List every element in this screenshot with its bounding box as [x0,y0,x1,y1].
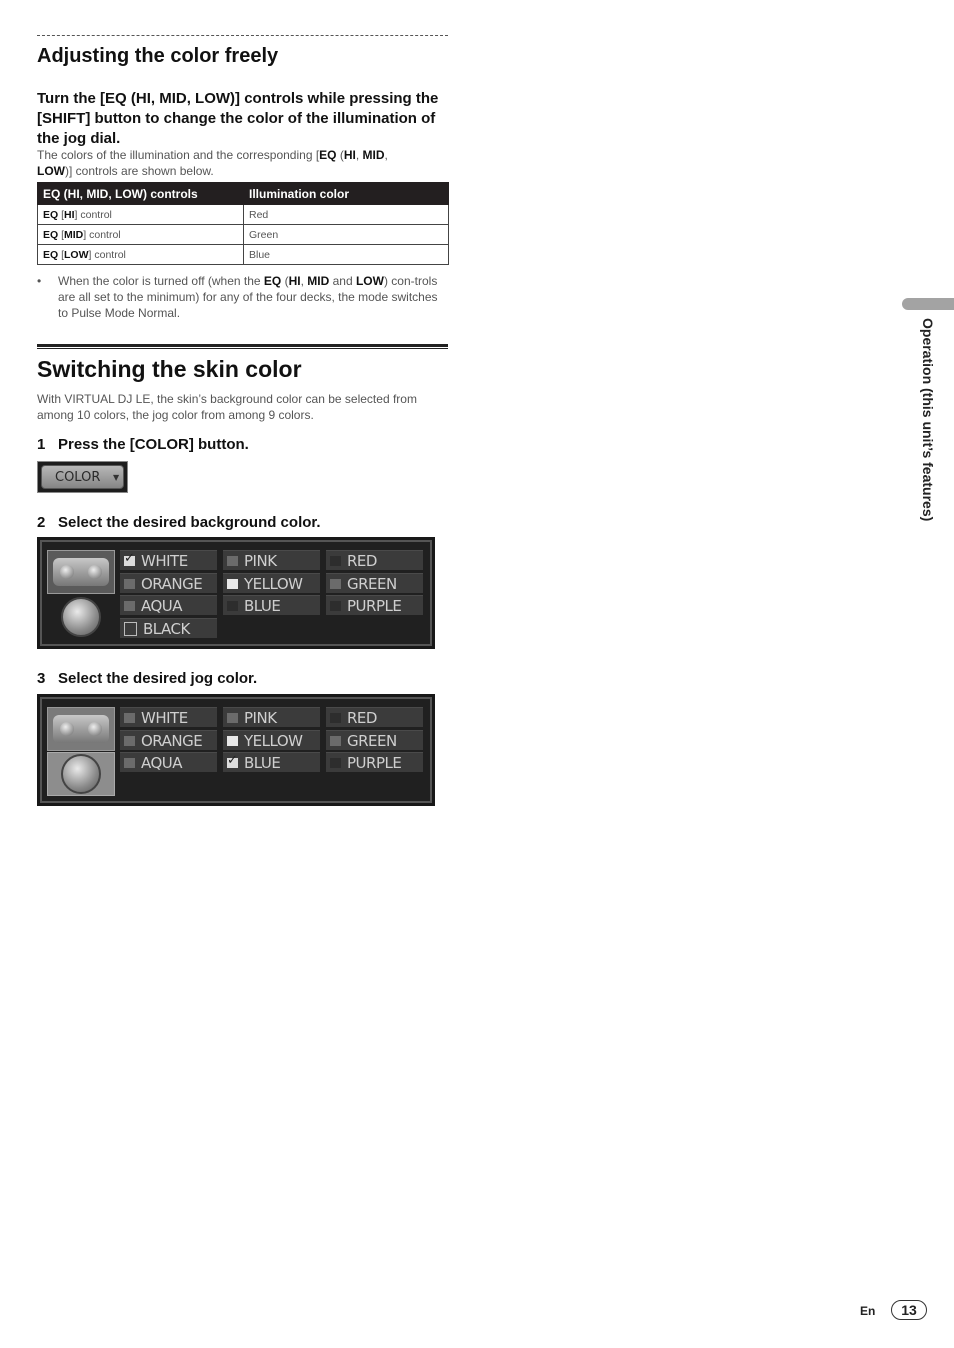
background-color-panel [37,537,435,649]
jog-option-green[interactable]: GREEN [326,730,423,750]
bg-option-purple[interactable]: PURPLE [326,595,423,615]
jog-color-panel [37,694,435,806]
checkbox-icon [124,579,135,589]
checkbox-icon [124,622,137,636]
checkbox-icon [227,601,238,611]
table-header-controls: EQ (HI, MID, LOW) controls [38,183,244,205]
bg-option-blue[interactable]: BLUE [223,595,320,615]
bg-option-aqua[interactable]: AQUA [120,595,217,615]
note-text: When the color is turned off (when the EQ (HI, MID and LOW) con-trols are all set to the minimum) for any of the four decks, the mode switches to Pulse Mode Normal. [58,274,438,320]
checkbox-checked-icon [124,556,135,566]
checkbox-icon [330,713,341,723]
intro-paragraph: The colors of the illumination and the corresponding [EQ (HI, MID, LOW)] controls are shown below. [37,148,388,178]
panel-frame [40,697,432,803]
bg-option-pink[interactable]: PINK [223,550,320,570]
color-button-label: COLOR [55,469,101,485]
skin-tab-icon[interactable] [47,707,115,751]
checkbox-icon [124,758,135,768]
instruction-lead: Turn the [EQ (HI, MID, LOW)] controls while pressing the [SHIFT] button to change the color of the illumination of the jog dial. [37,90,439,147]
table-row [38,225,449,245]
checkbox-icon [227,736,238,746]
section-heading-adjusting-color: Adjusting the color freely [37,45,279,67]
dashed-rule [37,35,448,36]
jog-option-yellow[interactable]: YELLOW [223,730,320,750]
checkbox-icon [124,736,135,746]
bg-option-red[interactable]: RED [326,550,423,570]
checkbox-icon [227,713,238,723]
page-number: 13 [891,1300,927,1320]
checkbox-icon [330,579,341,589]
checkbox-icon [330,601,341,611]
bullet-note [37,273,447,321]
bullet-mark: • [37,274,42,288]
chevron-down-icon: ▼ [113,472,120,482]
panel-frame [40,540,432,646]
table-cell-color: Blue [244,245,449,265]
eq-color-table [37,182,449,265]
checkbox-icon [330,556,341,566]
step-2: 2 Select the desired background color. [37,514,321,531]
table-cell-control: EQ [MID] control [38,225,244,245]
bg-option-green[interactable]: GREEN [326,573,423,593]
footer-language: En [860,1304,876,1318]
bg-option-orange[interactable]: ORANGE [120,573,217,593]
table-header-color: Illumination color [244,183,449,205]
jog-option-purple[interactable]: PURPLE [326,752,423,772]
step-1: 1 Press the [COLOR] button. [37,436,249,453]
bg-option-white[interactable]: ✓ WHITE [120,550,217,570]
table-cell-color: Red [244,205,449,225]
jog-tab-icon[interactable] [47,752,115,796]
table-cell-color: Green [244,225,449,245]
table-cell-control: EQ [HI] control [38,205,244,225]
checkbox-icon [227,556,238,566]
color-button-face [41,465,124,489]
color-button[interactable] [37,461,128,493]
section-heading-skin-color: Switching the skin color [37,356,302,382]
jog-option-pink[interactable]: PINK [223,707,320,727]
bg-option-yellow[interactable]: YELLOW [223,573,320,593]
table-row [38,205,449,225]
table-header-row [38,183,449,205]
checkbox-icon [124,601,135,611]
skin-intro-paragraph: With VIRTUAL DJ LE, the skin’s background color can be selected from among 10 colors, the jog color from among 9 colors. [37,392,417,422]
jog-option-red[interactable]: RED [326,707,423,727]
jog-option-white[interactable]: WHITE [120,707,217,727]
jog-option-orange[interactable]: ORANGE [120,730,217,750]
checkbox-icon [330,736,341,746]
checkbox-icon [227,579,238,589]
table-row [38,245,449,265]
table-cell-control: EQ [LOW] control [38,245,244,265]
checkbox-checked-icon [227,758,238,768]
checkbox-icon [124,713,135,723]
skin-tab-icon[interactable] [47,550,115,594]
step-3: 3 Select the desired jog color. [37,670,258,687]
side-chapter-label: Operation (this unit’s features) [920,318,936,522]
jog-option-aqua[interactable]: AQUA [120,752,217,772]
side-tab-marker [902,298,954,310]
bg-option-black[interactable]: BLACK [120,618,217,638]
jog-tab-icon[interactable] [47,595,115,639]
jog-option-blue[interactable]: ✓ BLUE [223,752,320,772]
section-rule [37,344,448,349]
checkbox-icon [330,758,341,768]
